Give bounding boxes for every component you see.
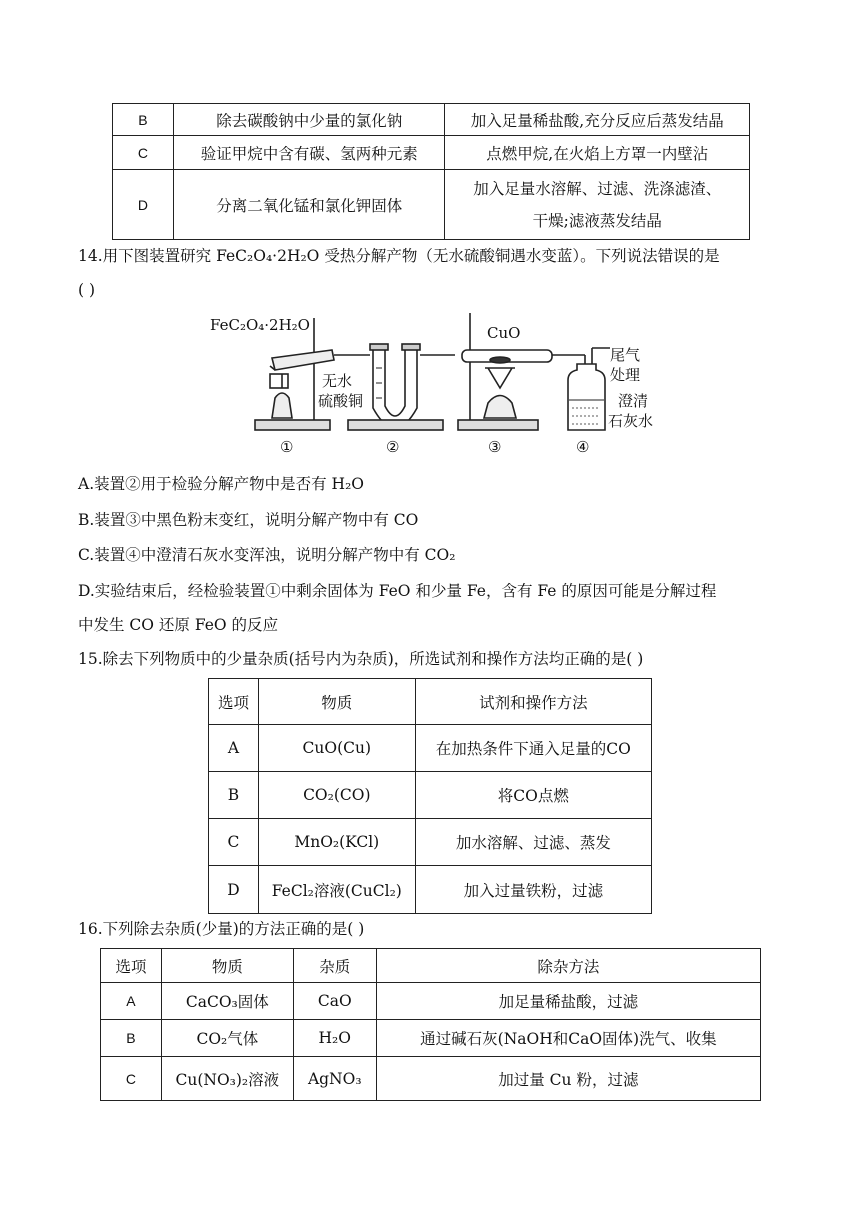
method-cell: 加水溶解、过滤、蒸发 (415, 819, 651, 866)
table-row (113, 136, 750, 170)
header-cell: 物质 (161, 949, 293, 983)
option-d-continued: 中发生 CO 还原 FeO 的反应 (78, 616, 279, 634)
method-cell: 点燃甲烷,在火焰上方罩一内壁沾 (445, 136, 750, 170)
header-cell: 除杂方法 (376, 949, 760, 983)
option-cell: B (209, 772, 259, 819)
apparatus-number: ④ (576, 438, 590, 456)
option-cell: D (209, 866, 259, 914)
task-cell: 分离二氧化锰和氯化钾固体 (173, 170, 445, 240)
table-header-row (209, 679, 652, 725)
method-cell: 加入过量铁粉，过滤 (415, 866, 651, 914)
anhydrous-label: 无水 (322, 372, 353, 390)
answer-paren: ( ) (78, 281, 96, 299)
question16-stem: 16.下列除去杂质(少量)的方法正确的是( ) (78, 920, 365, 938)
impurity-cell: AgNO₃ (293, 1057, 376, 1101)
substance-cell: CuO(Cu) (258, 725, 415, 772)
anhydrous-label: 硫酸铜 (318, 392, 364, 410)
question15-stem: 15.除去下列物质中的少量杂质(括号内为杂质)，所选试剂和操作方法均正确的是( ) (78, 650, 644, 668)
u-tube-apparatus (348, 344, 455, 430)
option-label: D (113, 170, 174, 240)
limewater-label: 澄清 (618, 392, 649, 410)
question15-table (208, 678, 652, 914)
table-row (209, 725, 652, 772)
table-row (101, 1057, 761, 1101)
option-a: A.装置②用于检验分解产物中是否有 H₂O (78, 475, 364, 493)
option-cell: C (101, 1057, 162, 1101)
substance-cell: MnO₂(KCl) (258, 819, 415, 866)
table-row (209, 866, 652, 914)
method-cell: 在加热条件下通入足量的CO (415, 725, 651, 772)
option-cell: B (101, 1020, 162, 1057)
question13-table (112, 103, 750, 240)
header-cell: 选项 (101, 949, 162, 983)
task-cell: 验证甲烷中含有碳、氢两种元素 (173, 136, 445, 170)
option-d: D.实验结束后，经检验装置①中剩余固体为 FeO 和少量 Fe，含有 Fe 的原因可能是分解过程 (78, 582, 717, 600)
table-header-row (101, 949, 761, 983)
tail-gas-label: 尾气 (610, 346, 641, 364)
limewater-bottle (568, 348, 610, 430)
header-cell: 试剂和操作方法 (415, 679, 651, 725)
option-c: C.装置④中澄清石灰水变浑浊，说明分解产物中有 CO₂ (78, 546, 456, 564)
stem-text: 14.用下图装置研究 (78, 247, 217, 265)
header-cell: 选项 (209, 679, 259, 725)
method-cell: 将CO点燃 (415, 772, 651, 819)
method-cell: 通过碱石灰(NaOH和CaO固体)洗气、收集 (376, 1020, 760, 1057)
option-label: B (113, 104, 174, 136)
header-cell: 物质 (258, 679, 415, 725)
option-cell: A (101, 983, 162, 1020)
table-row (209, 819, 652, 866)
question14-stem (78, 244, 720, 266)
substance-cell: Cu(NO₃)₂溶液 (161, 1057, 293, 1101)
tail-gas-label: 处理 (610, 366, 641, 384)
cuo-label: CuO (487, 324, 521, 342)
method-cell: 加入足量稀盐酸,充分反应后蒸发结晶 (445, 104, 750, 136)
cuo-tube-apparatus (458, 313, 585, 430)
apparatus-number: ② (386, 438, 400, 456)
method-line: 干燥;滤液蒸发结晶 (532, 211, 662, 230)
method-line: 加入足量水溶解、过滤、洗涤滤渣、 (473, 179, 722, 198)
table-row (101, 983, 761, 1020)
method-cell: 加过量 Cu 粉，过滤 (376, 1057, 760, 1101)
table-row (101, 1020, 761, 1057)
table-row (113, 170, 750, 240)
question16-table (100, 948, 761, 1101)
impurity-cell: CaO (293, 983, 376, 1020)
apparatus-number: ③ (488, 438, 502, 456)
option-cell: A (209, 725, 259, 772)
table-row (209, 772, 652, 819)
apparatus-diagram (200, 308, 680, 458)
task-cell: 除去碳酸钠中少量的氯化钠 (173, 104, 445, 136)
method-cell (445, 170, 750, 240)
limewater-label: 石灰水 (608, 412, 654, 430)
header-cell: 杂质 (293, 949, 376, 983)
option-cell: C (209, 819, 259, 866)
substance-cell: CO₂(CO) (258, 772, 415, 819)
substance-cell: CaCO₃固体 (161, 983, 293, 1020)
table-row (113, 104, 750, 136)
apparatus-number: ① (280, 438, 294, 456)
substance-cell: CO₂气体 (161, 1020, 293, 1057)
heating-tube-apparatus (255, 318, 370, 430)
formula: FeC₂O₄·2H₂O (216, 247, 320, 265)
impurity-cell: H₂O (293, 1020, 376, 1057)
option-label: C (113, 136, 174, 170)
method-cell: 加足量稀盐酸，过滤 (376, 983, 760, 1020)
reagent-label: FeC₂O₄·2H₂O (210, 316, 310, 334)
substance-cell: FeCl₂溶液(CuCl₂) (258, 866, 415, 914)
option-b: B.装置③中黑色粉末变红，说明分解产物中有 CO (78, 511, 419, 529)
stem-text: 受热分解产物（无水硫酸铜遇水变蓝）。下列说法错误的是 (319, 247, 720, 265)
